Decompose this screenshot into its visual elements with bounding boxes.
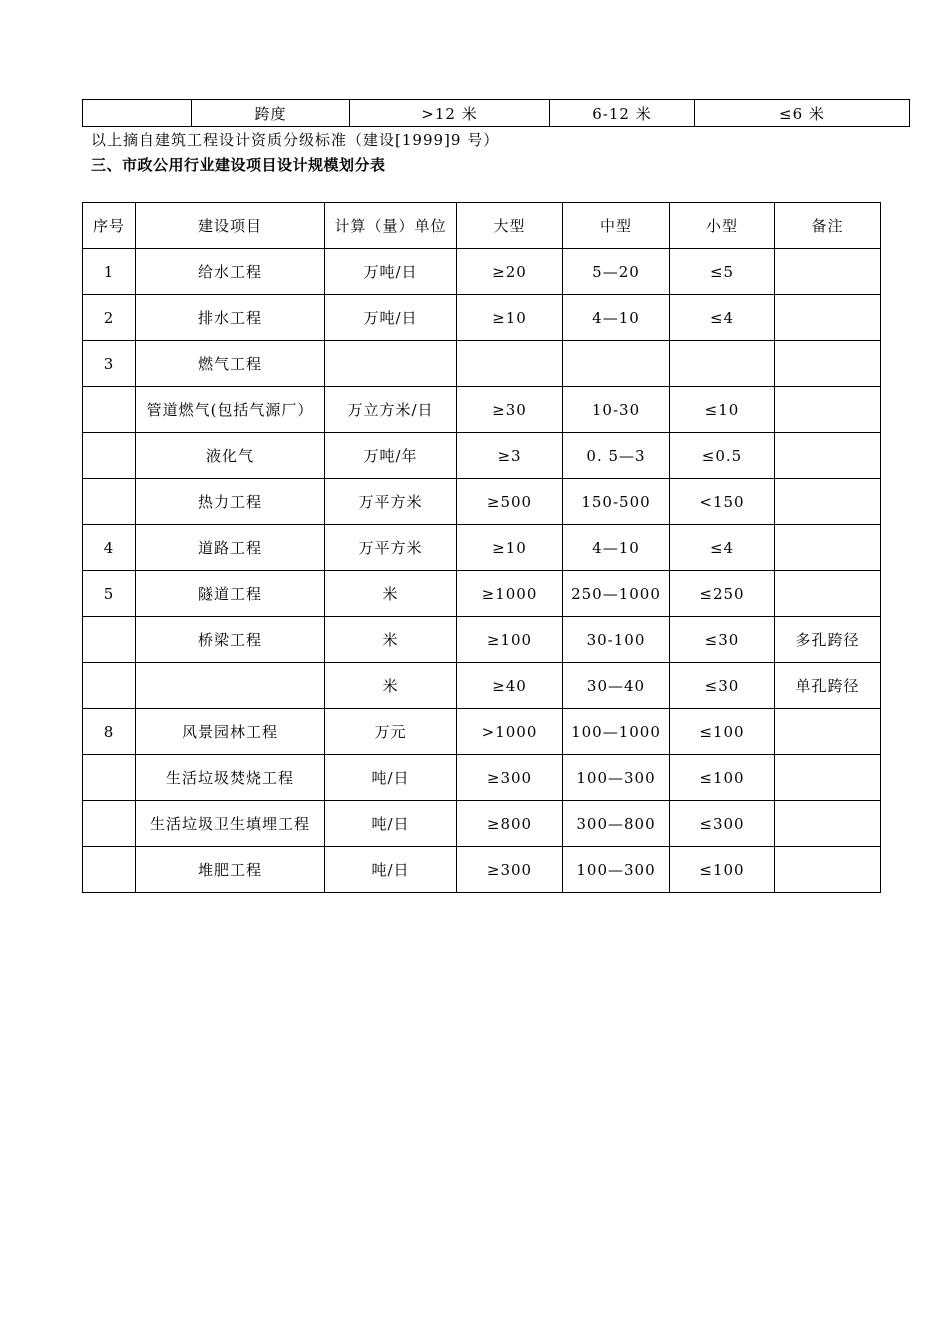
cell-unit: 米 bbox=[325, 663, 457, 709]
cell-project: 热力工程 bbox=[136, 479, 325, 525]
table-row bbox=[83, 709, 881, 755]
cell-unit: 万吨/年 bbox=[325, 433, 457, 479]
table-row bbox=[83, 433, 881, 479]
span-row bbox=[83, 100, 910, 127]
cell-large: ≥10 bbox=[457, 295, 563, 341]
cell-index: 1 bbox=[83, 249, 136, 295]
cell-remark bbox=[775, 341, 881, 387]
cell-small: ≤5 bbox=[670, 249, 775, 295]
cell-index: 8 bbox=[83, 709, 136, 755]
cell-small: ≤100 bbox=[670, 755, 775, 801]
cell-project: 生活垃圾焚烧工程 bbox=[136, 755, 325, 801]
table-row bbox=[83, 663, 881, 709]
span-cell-blank bbox=[83, 100, 192, 127]
cell-large bbox=[457, 341, 563, 387]
cell-remark: 多孔跨径 bbox=[775, 617, 881, 663]
cell-remark bbox=[775, 709, 881, 755]
cell-unit: 吨/日 bbox=[325, 755, 457, 801]
cell-index: 5 bbox=[83, 571, 136, 617]
table-row bbox=[83, 801, 881, 847]
cell-medium: 4—10 bbox=[563, 525, 670, 571]
cell-large: ≥800 bbox=[457, 801, 563, 847]
cell-index bbox=[83, 617, 136, 663]
cell-unit: 吨/日 bbox=[325, 847, 457, 893]
cell-unit: 万吨/日 bbox=[325, 249, 457, 295]
span-medium-cell: 6-12 米 bbox=[550, 100, 695, 127]
cell-medium: 5—20 bbox=[563, 249, 670, 295]
header-remark: 备注 bbox=[775, 203, 881, 249]
cell-medium: 10-30 bbox=[563, 387, 670, 433]
cell-remark bbox=[775, 295, 881, 341]
table-row bbox=[83, 249, 881, 295]
span-large-cell: >12 米 bbox=[350, 100, 550, 127]
table-row bbox=[83, 617, 881, 663]
cell-large: ≥1000 bbox=[457, 571, 563, 617]
cell-large: >1000 bbox=[457, 709, 563, 755]
span-label-cell: 跨度 bbox=[192, 100, 350, 127]
cell-medium: 4—10 bbox=[563, 295, 670, 341]
cell-remark bbox=[775, 249, 881, 295]
cell-index: 4 bbox=[83, 525, 136, 571]
cell-unit: 米 bbox=[325, 571, 457, 617]
table-header-row bbox=[83, 203, 881, 249]
table-row bbox=[83, 479, 881, 525]
cell-small: ≤4 bbox=[670, 295, 775, 341]
cell-unit: 万元 bbox=[325, 709, 457, 755]
cell-large: ≥20 bbox=[457, 249, 563, 295]
cell-remark bbox=[775, 525, 881, 571]
cell-project: 液化气 bbox=[136, 433, 325, 479]
cell-remark bbox=[775, 387, 881, 433]
cell-unit: 万立方米/日 bbox=[325, 387, 457, 433]
cell-unit: 万平方米 bbox=[325, 525, 457, 571]
cell-project: 管道燃气(包括气源厂） bbox=[136, 387, 325, 433]
cell-medium: 30-100 bbox=[563, 617, 670, 663]
cell-small bbox=[670, 341, 775, 387]
section-title: 三、市政公用行业建设项目设计规模划分表 bbox=[91, 156, 386, 174]
header-project: 建设项目 bbox=[136, 203, 325, 249]
header-index: 序号 bbox=[83, 203, 136, 249]
cell-unit: 万平方米 bbox=[325, 479, 457, 525]
cell-large: ≥3 bbox=[457, 433, 563, 479]
source-note: 以上摘自建筑工程设计资质分级标准（建设[1999]9 号） bbox=[91, 131, 500, 149]
table-row bbox=[83, 387, 881, 433]
cell-project: 道路工程 bbox=[136, 525, 325, 571]
cell-large: ≥10 bbox=[457, 525, 563, 571]
cell-unit: 吨/日 bbox=[325, 801, 457, 847]
cell-remark bbox=[775, 755, 881, 801]
cell-small: ≤0.5 bbox=[670, 433, 775, 479]
cell-medium bbox=[563, 341, 670, 387]
table-row bbox=[83, 755, 881, 801]
table-row bbox=[83, 525, 881, 571]
cell-project: 生活垃圾卫生填埋工程 bbox=[136, 801, 325, 847]
cell-medium: 0. 5—3 bbox=[563, 433, 670, 479]
cell-large: ≥30 bbox=[457, 387, 563, 433]
cell-project: 燃气工程 bbox=[136, 341, 325, 387]
design-scale-table bbox=[82, 202, 881, 893]
cell-index bbox=[83, 387, 136, 433]
cell-medium: 300—800 bbox=[563, 801, 670, 847]
cell-remark bbox=[775, 847, 881, 893]
cell-index bbox=[83, 479, 136, 525]
cell-large: ≥100 bbox=[457, 617, 563, 663]
cell-remark bbox=[775, 801, 881, 847]
cell-project bbox=[136, 663, 325, 709]
cell-project: 排水工程 bbox=[136, 295, 325, 341]
cell-project: 风景园林工程 bbox=[136, 709, 325, 755]
cell-small: ≤100 bbox=[670, 709, 775, 755]
cell-project: 隧道工程 bbox=[136, 571, 325, 617]
cell-large: ≥40 bbox=[457, 663, 563, 709]
cell-remark bbox=[775, 571, 881, 617]
table-row bbox=[83, 341, 881, 387]
cell-small: ≤300 bbox=[670, 801, 775, 847]
span-small-cell: ≤6 米 bbox=[695, 100, 910, 127]
cell-remark bbox=[775, 433, 881, 479]
cell-medium: 30—40 bbox=[563, 663, 670, 709]
header-unit: 计算（量）单位 bbox=[325, 203, 457, 249]
cell-remark bbox=[775, 479, 881, 525]
header-small: 小型 bbox=[670, 203, 775, 249]
cell-small: ≤100 bbox=[670, 847, 775, 893]
cell-unit: 米 bbox=[325, 617, 457, 663]
table-row bbox=[83, 847, 881, 893]
cell-small: ≤250 bbox=[670, 571, 775, 617]
cell-large: ≥300 bbox=[457, 847, 563, 893]
cell-project: 桥梁工程 bbox=[136, 617, 325, 663]
cell-small: ≤10 bbox=[670, 387, 775, 433]
cell-large: ≥500 bbox=[457, 479, 563, 525]
cell-unit bbox=[325, 341, 457, 387]
cell-large: ≥300 bbox=[457, 755, 563, 801]
cell-project: 堆肥工程 bbox=[136, 847, 325, 893]
cell-index: 3 bbox=[83, 341, 136, 387]
table-row bbox=[83, 295, 881, 341]
cell-medium: 150-500 bbox=[563, 479, 670, 525]
cell-small: <150 bbox=[670, 479, 775, 525]
cell-index bbox=[83, 847, 136, 893]
cell-medium: 100—300 bbox=[563, 847, 670, 893]
cell-medium: 100—300 bbox=[563, 755, 670, 801]
header-large: 大型 bbox=[457, 203, 563, 249]
cell-unit: 万吨/日 bbox=[325, 295, 457, 341]
cell-index bbox=[83, 433, 136, 479]
cell-index: 2 bbox=[83, 295, 136, 341]
cell-remark: 单孔跨径 bbox=[775, 663, 881, 709]
cell-index bbox=[83, 755, 136, 801]
cell-index bbox=[83, 801, 136, 847]
cell-medium: 100—1000 bbox=[563, 709, 670, 755]
cell-small: ≤4 bbox=[670, 525, 775, 571]
header-medium: 中型 bbox=[563, 203, 670, 249]
cell-index bbox=[83, 663, 136, 709]
cell-small: ≤30 bbox=[670, 663, 775, 709]
table-row bbox=[83, 571, 881, 617]
cell-project: 给水工程 bbox=[136, 249, 325, 295]
cell-small: ≤30 bbox=[670, 617, 775, 663]
cell-medium: 250—1000 bbox=[563, 571, 670, 617]
span-table bbox=[82, 99, 910, 127]
